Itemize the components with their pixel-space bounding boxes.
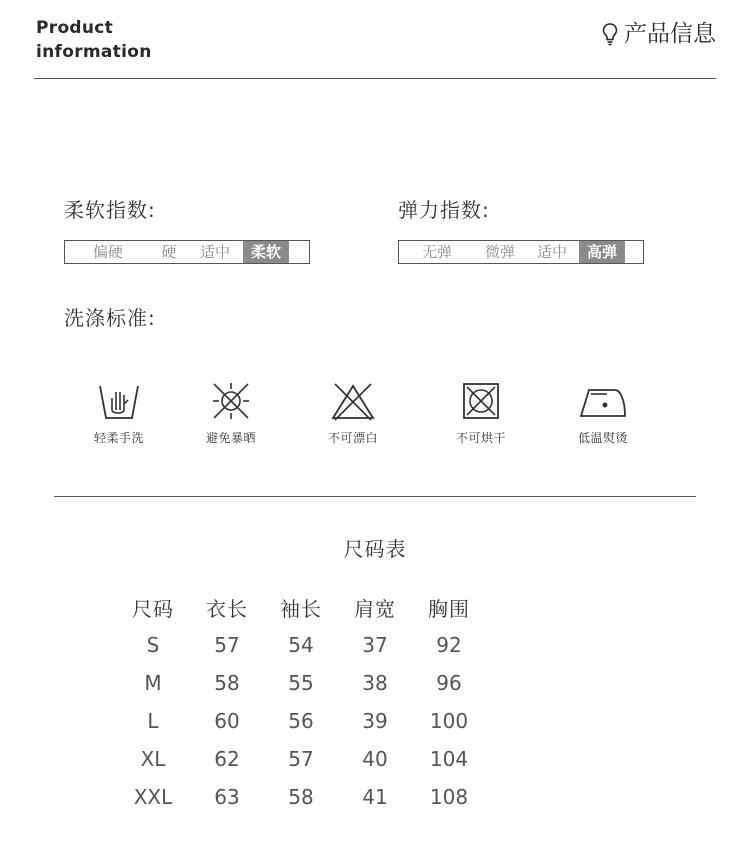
elasticity-option: 微弹 [484, 243, 515, 261]
table-header-row [116, 588, 486, 626]
table-cell: 40 [362, 747, 388, 771]
section-divider [54, 496, 696, 497]
lightbulb-icon [602, 22, 618, 46]
table-row [116, 740, 486, 778]
no-tumble-dry-icon [459, 380, 503, 422]
table-cell: S [146, 633, 160, 657]
table-cell: 39 [362, 709, 388, 733]
table-cell: 104 [429, 747, 469, 771]
low-iron-icon [577, 380, 629, 422]
product-information-title-cn [602, 19, 716, 49]
wash-label: 避免暴晒 [205, 431, 256, 445]
table-cell: 60 [214, 709, 240, 733]
table-row [116, 702, 486, 740]
column-header: 胸围 [428, 596, 470, 621]
header-divider [34, 78, 716, 79]
elasticity-scale [398, 240, 644, 264]
hand-wash-icon [97, 380, 141, 422]
product-information-title-en [36, 16, 152, 64]
wash-item-no-sun [176, 380, 286, 446]
table-cell: 54 [288, 633, 314, 657]
wash-label: 低温熨烫 [577, 431, 628, 445]
table-cell: 63 [214, 785, 240, 809]
wash-item-low-iron [548, 380, 658, 446]
softness-option: 偏硬 [92, 243, 123, 261]
softness-option-selected: 柔软 [243, 241, 289, 263]
size-table-title: 尺码表 [343, 537, 407, 561]
table-cell: 55 [288, 671, 314, 695]
table-cell: 108 [429, 785, 469, 809]
wash-item-hand-wash [64, 380, 174, 446]
elasticity-option: 适中 [536, 243, 567, 261]
table-cell: XXL [133, 785, 173, 809]
title-cn-text: 产品信息 [624, 21, 716, 47]
title-en-line1: Product [36, 18, 114, 38]
wash-label: 不可烘干 [455, 431, 506, 445]
wash-label: 轻柔手洗 [93, 431, 144, 445]
column-header: 袖长 [280, 596, 322, 621]
table-cell: XL [140, 747, 166, 771]
table-cell: 58 [214, 671, 240, 695]
softness-label: 柔软指数: [64, 198, 156, 222]
table-cell: 57 [214, 633, 240, 657]
softness-option: 适中 [199, 243, 230, 261]
column-header: 衣长 [206, 596, 248, 621]
no-bleach-icon [329, 380, 377, 422]
washing-label: 洗涤标准: [64, 306, 156, 330]
size-table [116, 588, 486, 816]
column-header: 肩宽 [354, 596, 396, 621]
table-cell: 57 [288, 747, 314, 771]
table-cell: 37 [362, 633, 388, 657]
table-row [116, 626, 486, 664]
column-header: 尺码 [132, 596, 174, 621]
table-row [116, 778, 486, 816]
table-cell: 96 [436, 671, 462, 695]
table-cell: 58 [288, 785, 314, 809]
table-cell: M [144, 671, 162, 695]
wash-label: 不可漂白 [327, 431, 378, 445]
table-cell: 56 [288, 709, 314, 733]
table-cell: 41 [362, 785, 388, 809]
elasticity-option: 无弹 [421, 243, 452, 261]
table-cell: L [147, 709, 159, 733]
wash-item-no-bleach [298, 380, 408, 446]
table-cell: 62 [214, 747, 240, 771]
table-row [116, 664, 486, 702]
elasticity-option-selected: 高弹 [579, 241, 625, 263]
no-sun-icon [209, 380, 253, 422]
table-cell: 92 [436, 633, 462, 657]
softness-option: 硬 [161, 243, 177, 261]
elasticity-label: 弹力指数: [398, 198, 490, 222]
table-cell: 38 [362, 671, 388, 695]
table-cell: 100 [429, 709, 469, 733]
title-en-line2: information [36, 42, 152, 62]
softness-scale [64, 240, 310, 264]
wash-item-no-tumble-dry [426, 380, 536, 446]
